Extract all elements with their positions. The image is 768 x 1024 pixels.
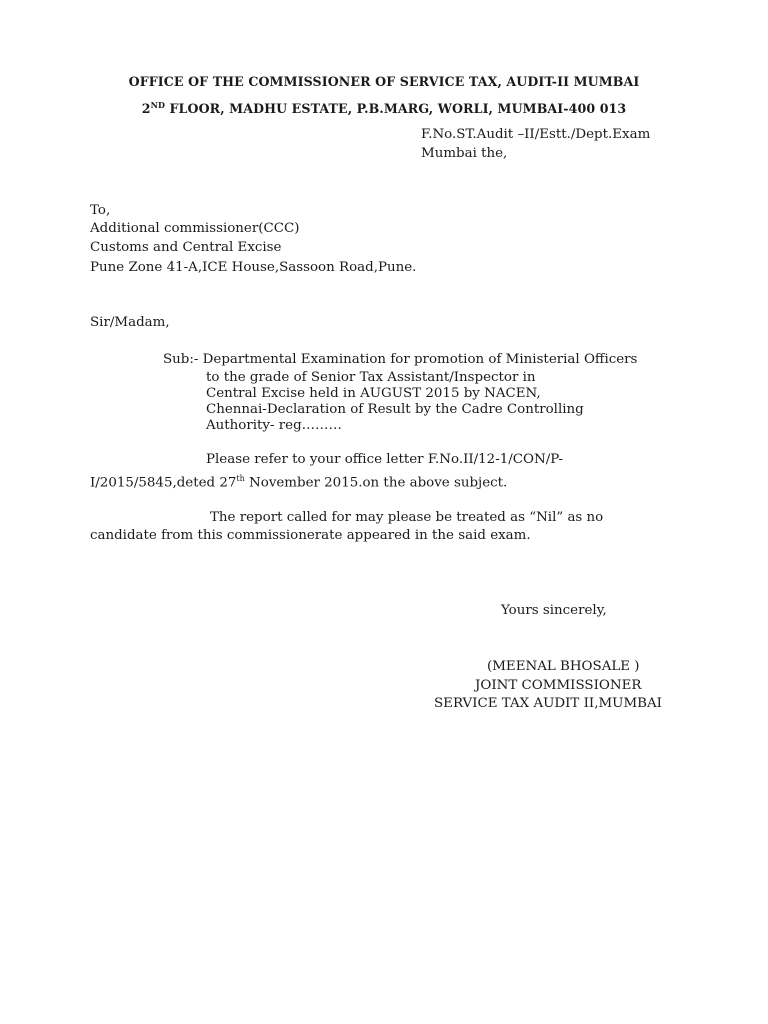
subject-line-4: Chennai-Declaration of Result by the Cadre Controlling [206, 402, 584, 417]
paragraph-2-line-2: candidate from this commissionerate appeared in the said exam. [90, 528, 531, 543]
floor-number: 2 [141, 101, 151, 117]
signatory-office: SERVICE TAX AUDIT II,MUMBAI [434, 696, 662, 711]
office-address [0, 100, 768, 116]
salutation: Sir/Madam, [90, 315, 170, 330]
letter-reference: I/2015/5845,deted 27 [90, 475, 237, 491]
letter-reference-date: November 2015.on the above subject. [244, 475, 508, 491]
recipient-line-1: Additional commissioner(CCC) [90, 221, 300, 236]
file-number: F.No.ST.Audit –II/Estt./Dept.Exam [421, 127, 651, 142]
address-text: FLOOR, MADHU ESTATE, P.B.MARG, WORLI, MUMBAI-400 013 [165, 101, 627, 117]
paragraph-1-line-2 [90, 469, 507, 492]
valediction: Yours sincerely, [501, 603, 607, 618]
recipient-line-2: Customs and Central Excise [90, 240, 282, 255]
signatory-designation: JOINT COMMISSIONER [475, 678, 642, 693]
subject-line-5: Authority- reg……… [206, 418, 342, 433]
date-superscript: th [236, 474, 245, 483]
paragraph-2-line-1: The report called for may please be treated as “Nil” as no [210, 510, 604, 525]
subject-line-1: Sub:- Departmental Examination for promotion of Ministerial Officers [163, 352, 638, 367]
floor-superscript: ND [150, 100, 166, 110]
to-label: To, [90, 203, 111, 218]
paragraph-1-line-1: Please refer to your office letter F.No.II/12-1/CON/P- [206, 452, 564, 467]
subject-line-2: to the grade of Senior Tax Assistant/Inspector in [206, 370, 536, 385]
place-date: Mumbai the, [421, 146, 508, 161]
signatory-name: (MEENAL BHOSALE ) [487, 659, 640, 674]
recipient-line-3: Pune Zone 41-A,ICE House,Sassoon Road,Pune. [90, 260, 417, 275]
subject-line-3: Central Excise held in AUGUST 2015 by NACEN, [206, 386, 541, 401]
office-heading: OFFICE OF THE COMMISSIONER OF SERVICE TAX, AUDIT-II MUMBAI [128, 74, 640, 89]
